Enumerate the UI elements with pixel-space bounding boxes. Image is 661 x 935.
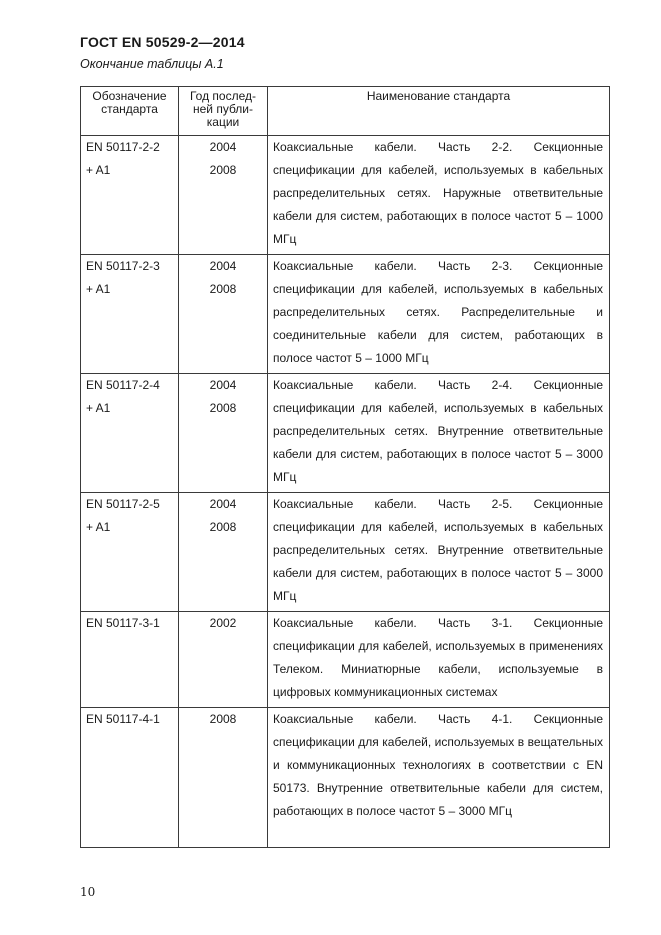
year-cell [179, 136, 268, 255]
standard-title: Коаксиальные кабели. Часть 4-1. Секционные спецификации для кабелей, используемых в вещательных и коммуникационных технологиях в соответствии с EN 50173. Внутренние ответвительные кабели для систем, работающих в полосе частот 5 – 3000 МГц [268, 708, 610, 848]
table-header-row [81, 87, 610, 136]
column-header-title: Наименование стандарта [268, 87, 610, 136]
standard-title: Коаксиальные кабели. Часть 2-2. Секционные спецификации для кабелей, используемых в кабельных распределительных сетях. Наружные ответвительные кабели для систем, работающих в полосе частот 5 – 1000 МГц [268, 136, 610, 255]
table-row [81, 612, 610, 708]
table-row [81, 493, 610, 612]
standard-designation: EN 50117-2-5 [86, 497, 160, 511]
amendment-designation: + A1 [86, 401, 111, 415]
page-number: 10 [80, 885, 96, 899]
year-cell [179, 708, 268, 848]
designation-cell [81, 708, 179, 848]
publication-year: 2004 [209, 259, 237, 273]
amendment-year: 2008 [209, 282, 237, 296]
table-continuation-caption: Окончание таблицы А.1 [80, 57, 224, 71]
amendment-designation: + A1 [86, 520, 111, 534]
designation-cell [81, 374, 179, 493]
publication-year: 2008 [209, 712, 237, 726]
standard-designation: EN 50117-3-1 [86, 616, 160, 630]
standard-title: Коаксиальные кабели. Часть 3-1. Секционные спецификации для кабелей, используемых в применениях Телеком. Миниатюрные кабели, используемые в цифровых коммуникационных системах [268, 612, 610, 708]
publication-year: 2002 [209, 616, 237, 630]
amendment-designation: + A1 [86, 163, 111, 177]
year-cell [179, 255, 268, 374]
designation-cell [81, 136, 179, 255]
amendment-year: 2008 [209, 520, 237, 534]
standard-title: Коаксиальные кабели. Часть 2-4. Секционные спецификации для кабелей, используемых в кабельных распределительных сетях. Внутренние ответвительные кабели для систем, работающих в полосе частот 5 – 3000 МГц [268, 374, 610, 493]
column-header-designation: Обозначение стандарта [81, 87, 179, 136]
publication-year: 2004 [209, 378, 237, 392]
amendment-year: 2008 [209, 401, 237, 415]
standard-designation: EN 50117-2-2 [86, 140, 160, 154]
standard-designation: EN 50117-4-1 [86, 712, 160, 726]
designation-cell [81, 612, 179, 708]
document-title: ГОСТ EN 50529-2—2014 [80, 34, 245, 50]
table-row [81, 255, 610, 374]
standard-title: Коаксиальные кабели. Часть 2-3. Секционные спецификации для кабелей, используемых в кабельных распределительных сетях. Распределительные и соединительные кабели для систем, работающих в полосе частот 5 – 1000 МГц [268, 255, 610, 374]
standard-title: Коаксиальные кабели. Часть 2-5. Секционные спецификации для кабелей, используемых в кабельных распределительных сетях. Внутренние ответвительные кабели для систем, работающих в полосе частот 5 – 3000 МГц [268, 493, 610, 612]
table-row [81, 708, 610, 848]
amendment-designation: + A1 [86, 282, 111, 296]
year-cell [179, 612, 268, 708]
column-header-year: Год послед-ней публи-кации [179, 87, 268, 136]
year-cell [179, 374, 268, 493]
publication-year: 2004 [209, 140, 237, 154]
table-row [81, 374, 610, 493]
publication-year: 2004 [209, 497, 237, 511]
standard-designation: EN 50117-2-4 [86, 378, 160, 392]
table-row [81, 136, 610, 255]
designation-cell [81, 493, 179, 612]
designation-cell [81, 255, 179, 374]
standard-designation: EN 50117-2-3 [86, 259, 160, 273]
amendment-year: 2008 [209, 163, 237, 177]
year-cell [179, 493, 268, 612]
standards-table [80, 86, 610, 848]
